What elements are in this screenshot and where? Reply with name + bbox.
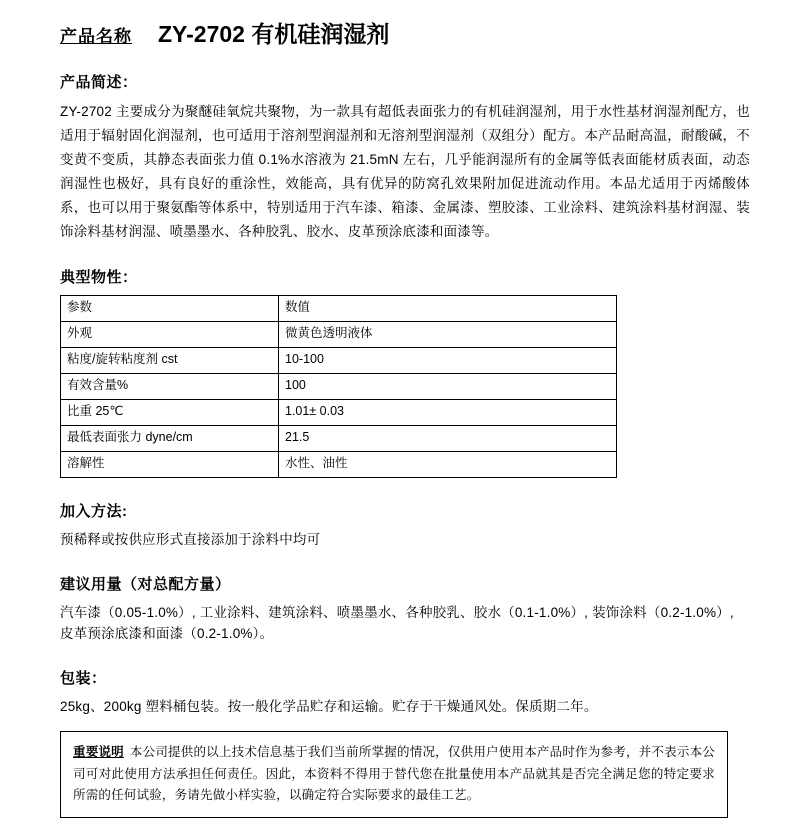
section-addition-method [60, 500, 756, 551]
introduction-text: ZY-2702 主要成分为聚醚硅氧烷共聚物，为一款具有超低表面张力的有机硅润湿剂，用于水性基材润湿剂配方，也适用于辐射固化润湿剂，也可适用于溶剂型润湿剂和无溶剂型润湿剂（双组分）配方。本产品耐高温，耐酸碱，不变黄不变质，其静态表面张力值 0.1%水溶液为 21.5mN 左右，几乎能润湿所有的金属等低表面能材质表面，动态润湿性也极好，具有良好的重涂性，效能高，具有优异的防窝孔效果附加促进流动作用。本品尤适用于丙烯酸体系，也可以用于聚氨酯等体系中，特别适用于汽车漆、箱漆、金属漆、塑胶漆、工业涂料、建筑涂料基材润湿、装饰涂料基材润湿、喷墨墨水、各种胶乳、胶水、皮革预涂底漆和面漆等。 [60, 104, 750, 240]
section-dosage [60, 573, 756, 645]
table-row [61, 452, 617, 478]
cell-parameter: 有效含量% [61, 374, 279, 400]
cell-value: 10-100 [279, 348, 617, 374]
product-name-label: 产品名称 [60, 27, 132, 46]
cell-parameter: 粘度/旋转粘度剂 cst [61, 348, 279, 374]
cell-value: 100 [279, 374, 617, 400]
section-heading-dosage: 建议用量（对总配方量） [60, 575, 231, 593]
packaging-text: 25kg、200kg 塑料桶包装。按一般化学品贮存和运输。贮存于干燥通风处。保质期二年。 [60, 698, 598, 714]
section-heading-properties: 典型物性： [60, 269, 138, 287]
section-heading-addition-method: 加入方法: [60, 503, 128, 521]
section-heading-packaging: 包装： [60, 669, 107, 687]
table-header-row [61, 296, 617, 322]
dosage-line-1: 汽车漆（0.05-1.0%）, 工业涂料、建筑涂料、喷墨墨水、各种胶乳、胶水（0.1-1.0%）, 装饰涂料（0.2-1.0%）, [60, 604, 734, 620]
addition-method-text: 预稀释或按供应形式直接添加于涂料中均可 [60, 532, 321, 548]
cell-value: 1.01± 0.03 [279, 400, 617, 426]
section-packaging [60, 667, 756, 718]
important-notice-emphasis: 重要说明 [73, 745, 124, 759]
important-notice-paragraph [73, 742, 715, 807]
cell-value: 微黄色透明液体 [279, 322, 617, 348]
section-properties [60, 266, 756, 478]
table-row [61, 348, 617, 374]
important-notice-box [60, 731, 728, 818]
cell-parameter: 最低表面张力 dyne/cm [61, 426, 279, 452]
cell-parameter: 溶解性 [61, 452, 279, 478]
properties-table [60, 295, 617, 478]
table-row [61, 374, 617, 400]
section-introduction [60, 71, 756, 244]
column-header-parameter: 参数 [61, 296, 279, 322]
table-row [61, 322, 617, 348]
table-row [61, 400, 617, 426]
section-heading-introduction: 产品简述： [60, 74, 138, 91]
column-header-value: 数值 [279, 296, 617, 322]
cell-parameter: 外观 [61, 322, 279, 348]
important-notice-text: 本公司提供的以上技术信息基于我们当前所掌握的情况，仅供用户使用本产品时作为参考，并不表示本公司可对此使用方法承担任何责任。因此，本资料不得用于替代您在批量使用本产品就其是否完全满足您的特定要求所需的任何试验，务请先做小样实验，以确定符合实际要求的最佳工艺。 [73, 745, 715, 802]
cell-parameter: 比重 25℃ [61, 400, 279, 426]
cell-value: 21.5 [279, 426, 617, 452]
cell-value: 水性、油性 [279, 452, 617, 478]
table-row [61, 426, 617, 452]
dosage-line-2: 皮革预涂底漆和面漆（0.2-1.0%）。 [60, 626, 274, 642]
document-header [60, 16, 756, 49]
page-title: ZY-2702 有机硅润湿剂 [158, 21, 390, 47]
